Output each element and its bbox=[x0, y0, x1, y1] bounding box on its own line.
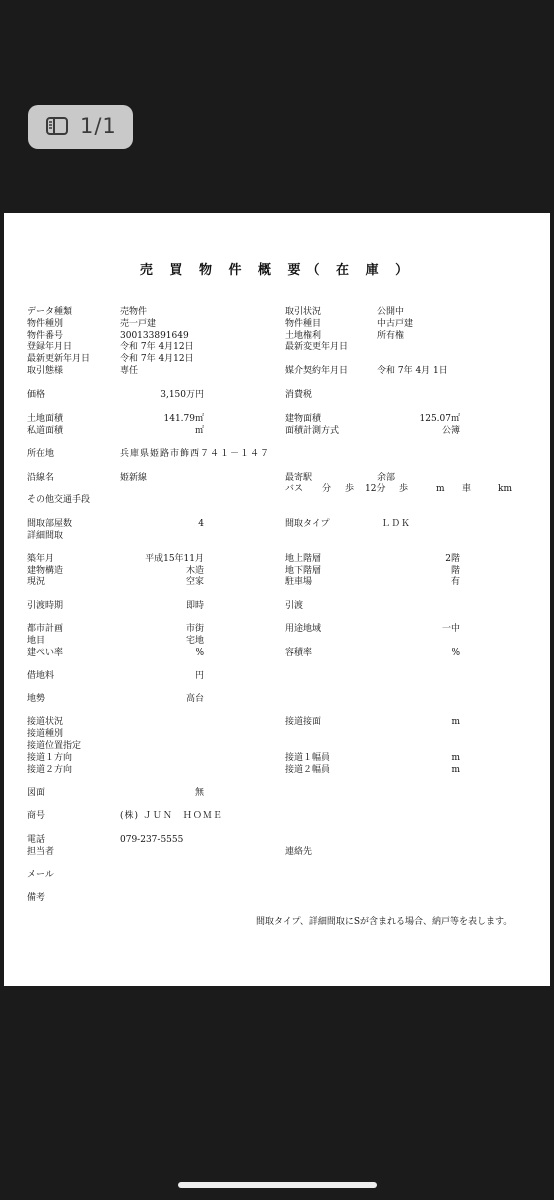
value: 売一戸建 bbox=[120, 319, 157, 329]
label: 最新更新年月日 bbox=[27, 354, 91, 364]
value: 専任 bbox=[120, 366, 139, 376]
label: メール bbox=[27, 870, 54, 880]
label: m bbox=[436, 484, 445, 494]
value: 12分 bbox=[365, 484, 386, 494]
value: 兵庫県姫路市飾西７４１－１４７ bbox=[120, 449, 271, 459]
value: 公開中 bbox=[377, 307, 405, 317]
label: 建物面積 bbox=[285, 414, 322, 424]
label: 地下階層 bbox=[285, 566, 322, 576]
value: 令和 7年 4月12日 bbox=[120, 342, 194, 352]
value: m bbox=[451, 717, 460, 727]
value: 2階 bbox=[445, 554, 460, 564]
label: 土地権利 bbox=[285, 331, 322, 341]
label: 取引態様 bbox=[27, 366, 64, 376]
value: 高台 bbox=[185, 694, 204, 704]
label: 用途地域 bbox=[285, 624, 322, 634]
label: 接道接面 bbox=[285, 717, 322, 727]
value: m bbox=[451, 753, 460, 763]
label: 築年月 bbox=[27, 554, 55, 564]
value: 4 bbox=[198, 519, 204, 529]
value: ㎡ bbox=[194, 426, 204, 436]
value: 売物件 bbox=[120, 307, 148, 317]
value: 階 bbox=[450, 566, 460, 576]
value: 079-237-5555 bbox=[120, 835, 184, 845]
home-indicator[interactable] bbox=[178, 1182, 377, 1188]
label: 接道１方向 bbox=[27, 753, 73, 763]
value: 令和 7年 4月 1日 bbox=[377, 366, 448, 376]
label: 所在地 bbox=[27, 449, 55, 459]
value: ＬＤＫ bbox=[381, 519, 412, 529]
label: 接道２方向 bbox=[27, 765, 73, 775]
value: 令和 7年 4月12日 bbox=[120, 354, 194, 364]
value: 宅地 bbox=[185, 636, 204, 646]
value: 141.79㎡ bbox=[163, 414, 204, 424]
label: 建ぺい率 bbox=[27, 648, 64, 658]
label: 沿線名 bbox=[27, 473, 55, 483]
document-title: 売 買 物 件 概 要（ 在 庫 ） bbox=[139, 263, 415, 278]
label: 物件種目 bbox=[285, 319, 322, 329]
value: 無 bbox=[194, 788, 204, 798]
label: 接道状況 bbox=[27, 717, 64, 727]
value: % bbox=[195, 648, 204, 658]
value: 有 bbox=[450, 577, 460, 587]
label: 物件番号 bbox=[27, 331, 64, 341]
label: 接道種別 bbox=[27, 729, 64, 739]
value: 市街 bbox=[185, 624, 204, 634]
label: その他交通手段 bbox=[27, 495, 91, 505]
value: 3,150万円 bbox=[160, 390, 204, 400]
label: 物件種別 bbox=[27, 319, 64, 329]
label: 車 bbox=[462, 484, 472, 494]
label: 面積計測方式 bbox=[285, 426, 340, 436]
label: 間取部屋数 bbox=[27, 519, 73, 529]
label: 分 bbox=[322, 484, 332, 494]
label: 最新変更年月日 bbox=[285, 342, 349, 352]
label: 登録年月日 bbox=[27, 342, 73, 352]
label: 担当者 bbox=[27, 847, 55, 857]
sidebar-icon bbox=[46, 117, 68, 135]
label: 電話 bbox=[27, 835, 46, 845]
label: 備考 bbox=[27, 893, 46, 903]
label: 現況 bbox=[27, 577, 46, 587]
value: m bbox=[451, 765, 460, 775]
label: 詳細間取 bbox=[27, 531, 64, 541]
label: 駐車場 bbox=[285, 577, 313, 587]
label: 借地料 bbox=[27, 671, 55, 681]
label: 都市計画 bbox=[27, 624, 64, 634]
value: 円 bbox=[194, 671, 204, 681]
label: 最寄駅 bbox=[285, 473, 313, 483]
value: 即時 bbox=[185, 601, 204, 611]
value: (株) ＪＵＮ ＨＯＭＥ bbox=[120, 811, 223, 821]
page-indicator-text: 1/1 bbox=[80, 114, 117, 138]
label: 土地面積 bbox=[27, 414, 64, 424]
label: 接道２幅員 bbox=[285, 765, 331, 775]
label: 引渡時期 bbox=[27, 601, 64, 611]
value: 一中 bbox=[441, 624, 460, 634]
label: 媒介契約年月日 bbox=[285, 366, 349, 376]
value: 余部 bbox=[377, 473, 396, 483]
label: 接道位置指定 bbox=[27, 741, 82, 751]
label: km bbox=[498, 484, 512, 494]
value: 所有権 bbox=[377, 331, 405, 341]
label: 地勢 bbox=[27, 694, 46, 704]
label: 地上階層 bbox=[285, 554, 322, 564]
label: 建物構造 bbox=[27, 566, 64, 576]
value: 姫新線 bbox=[120, 473, 148, 483]
label: データ種類 bbox=[27, 307, 73, 317]
label: 引渡 bbox=[285, 601, 304, 611]
label: 間取タイプ bbox=[285, 519, 330, 529]
label: 歩 bbox=[345, 484, 355, 494]
label: 私道面積 bbox=[27, 426, 64, 436]
value: 125.07㎡ bbox=[419, 414, 460, 424]
footnote: 間取タイプ、詳細間取にSが含まれる場合、納戸等を表します。 bbox=[256, 917, 513, 927]
label: 接道１幅員 bbox=[285, 753, 331, 763]
label: 取引状況 bbox=[285, 307, 322, 317]
value: 中古戸建 bbox=[377, 319, 414, 329]
label: 消費税 bbox=[285, 390, 313, 400]
label: 図面 bbox=[27, 788, 46, 798]
label: 容積率 bbox=[285, 648, 313, 658]
label: 歩 bbox=[399, 484, 409, 494]
value: 空家 bbox=[185, 577, 204, 587]
value: 木造 bbox=[185, 566, 204, 576]
label: 価格 bbox=[27, 390, 46, 400]
label: バス bbox=[285, 484, 304, 494]
document-page bbox=[4, 213, 550, 986]
label: 地目 bbox=[27, 636, 46, 646]
label: 商号 bbox=[27, 811, 46, 821]
value: % bbox=[451, 648, 460, 658]
value: 300133891649 bbox=[120, 331, 189, 341]
page-indicator[interactable] bbox=[28, 105, 133, 149]
value: 平成15年11月 bbox=[145, 554, 204, 564]
label: 連絡先 bbox=[285, 847, 313, 857]
value: 公簿 bbox=[441, 426, 460, 436]
